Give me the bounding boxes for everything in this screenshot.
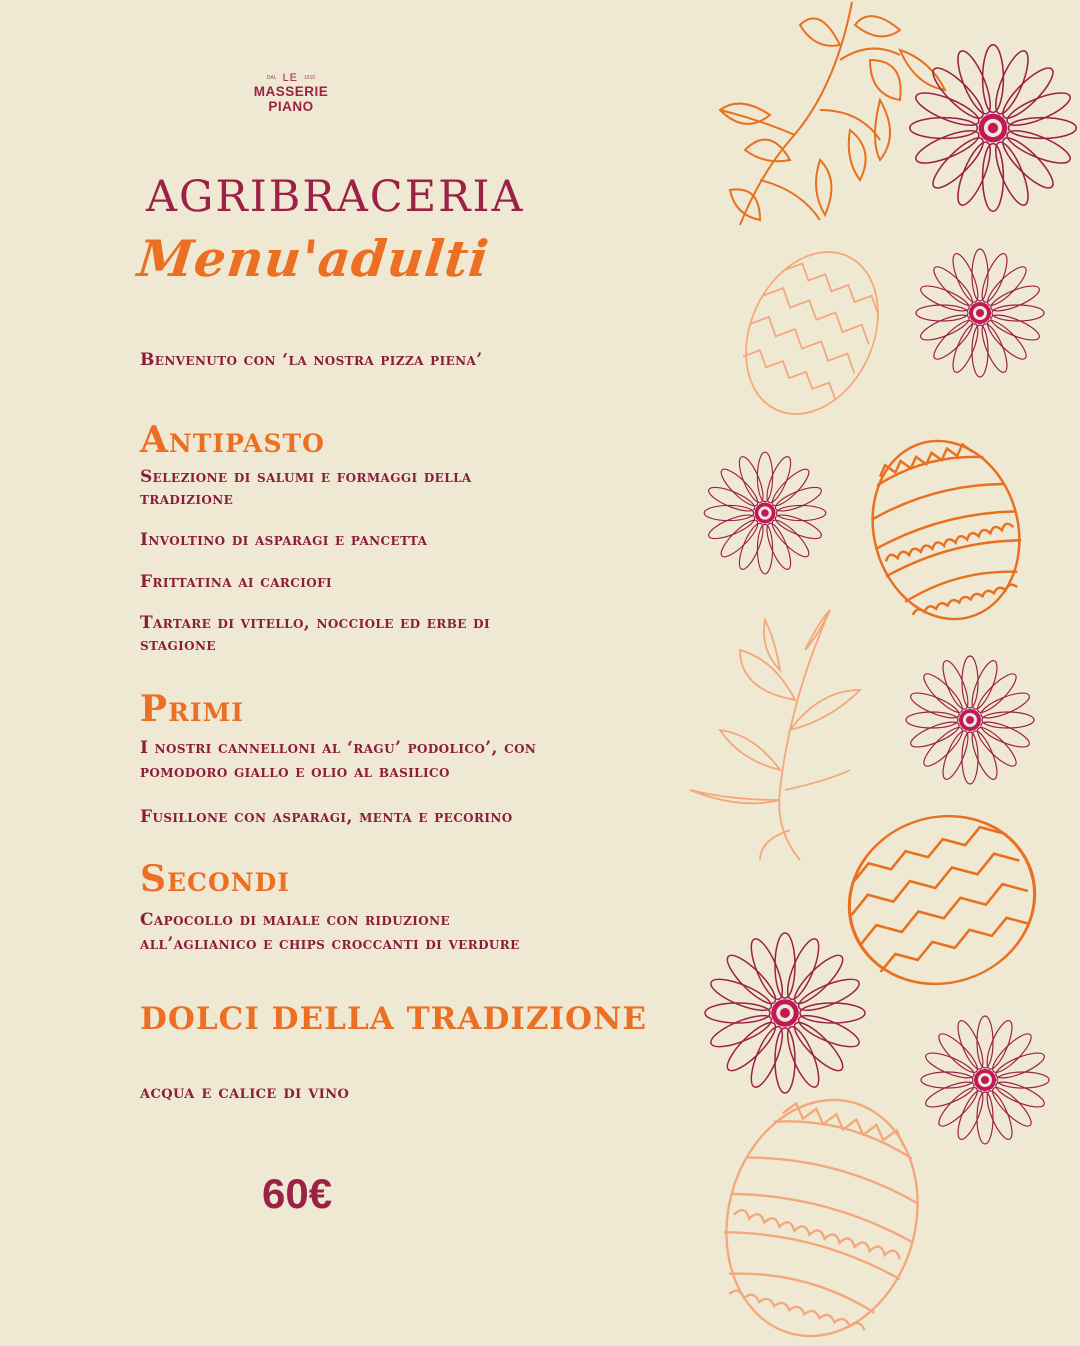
logo-line3: PIANO (268, 99, 314, 114)
daisy-icon (906, 656, 1034, 784)
price: 60€ (262, 1170, 333, 1217)
easter-egg-icon (701, 1078, 944, 1346)
logo (236, 72, 346, 114)
antipasto-item: Tartare di vitello, nocciole ed erbe di stagione (140, 613, 490, 655)
welcome-line: Benvenuto con ‘la nostra pizza piena’ (140, 350, 483, 370)
orange-branch-icon (720, 2, 945, 225)
page-subtitle: Menu'adulti (134, 229, 493, 288)
primi-item: Fusillone con asparagi, menta e pecorino (140, 807, 513, 827)
logo-established-right: 1910 (304, 75, 316, 81)
antipasto-item: Frittatina ai carciofi (140, 572, 333, 592)
peach-branch-icon (690, 610, 860, 860)
page-title: AGRIBRACERIA (146, 172, 525, 222)
daisy-icon (916, 249, 1044, 377)
decorations (660, 0, 1080, 1346)
easter-egg-icon (853, 424, 1039, 635)
daisy-icon (921, 1016, 1049, 1144)
drinks-line: acqua e calice di vino (140, 1082, 350, 1103)
easter-egg-icon (721, 230, 903, 435)
logo-line1: LE (282, 72, 299, 84)
dolci-heading: DOLCI DELLA TRADIZIONE (140, 1001, 647, 1037)
daisy-icon (910, 45, 1076, 211)
primi-heading: Primi (140, 688, 244, 730)
daisy-icon (704, 452, 826, 574)
easter-egg-icon (827, 792, 1056, 1007)
primi-item: I nostri cannelloni al ‘ragu’ podolico’, con pomodoro giallo e olio al basilico (140, 738, 537, 782)
logo-line2: MASSERIE (253, 84, 329, 99)
antipasto-item: Involtino di asparagi e pancetta (140, 530, 428, 550)
logo-established-left: DAL (266, 75, 277, 81)
secondi-item: Capocollo di maiale con riduzione all’aglianico e chips croccanti di verdure (140, 910, 520, 954)
daisy-icon (705, 933, 865, 1093)
antipasto-heading: Antipasto (140, 419, 325, 461)
antipasto-item: Selezione di salumi e formaggi della tradizione (140, 467, 472, 509)
secondi-heading: Secondi (140, 858, 290, 900)
